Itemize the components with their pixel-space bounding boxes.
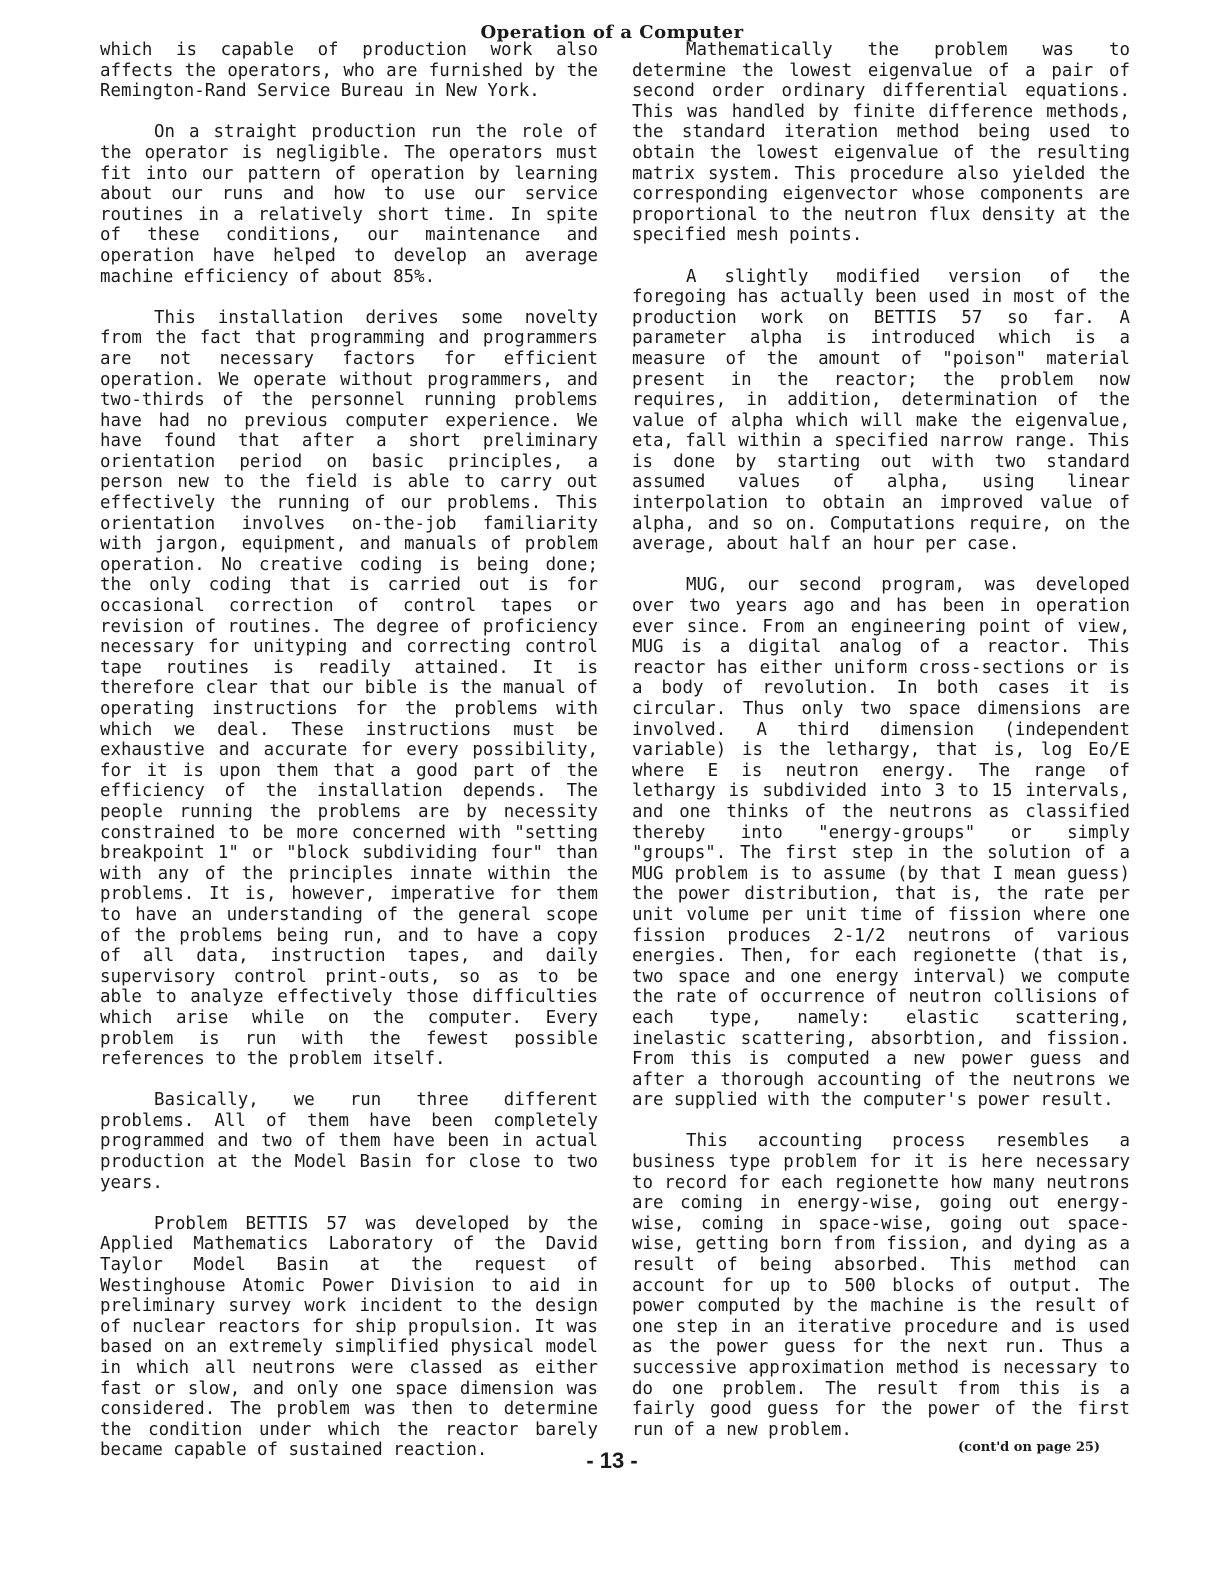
paragraph: MUG, our second program, was developed over two years ago and has been in operation ever since. From an engineering point of view, MUG is a digital analog of a reactor. This reactor has either uniform cross-sections or is a body of revolution. In both cases it is circular. Thus only two space dimensions are involved. A third dimension (independent variable) is the lethargy, that is, log Eo/E where E is neutron energy. The range of lethargy is subdivided into 3 to 15 intervals, and one thinks of the neutrons as classified thereby into "energy-groups" or simply "groups". The first step in the solution of a MUG problem is to assume (by that I mean guess) the power distribution, that is, the rate per unit volume per unit time of fission where one fission produces 2-1/2 neutrons of various energies. Then, for each regionette (that is, two space and one energy interval) we compute the rate of occurrence of neutron collisions of each type, namely: elastic scattering, inelastic scattering, absorbtion, and fission. From this is computed a new power guess and after a thorough accounting of the neutrons we are supplied with the computer's power result.	[632, 575, 1130, 1111]
paragraph: Problem BETTIS 57 was developed by the Applied Mathematics Laboratory of the David Taylor Model Basin at the request of Westinghouse Atomic Power Division to aid in preliminary survey work incident to the design of nuclear reactors for ship propulsion. It was based on an extremely simplified physical model in which all neutrons were classed as either fast or slow, and only one space dimension was considered. The problem was then to determine the condition under which the reactor barely became capable of sustained reaction.	[100, 1213, 598, 1461]
paragraph: On a straight production run the role of the operator is negligible. The operators must fit into our pattern of operation by learning about our runs and how to use our service routines in a relatively short time. In spite of these conditions, our maintenance and operation have helped to develop an average machine efficiency of about 85%.	[100, 122, 598, 287]
paragraph: Mathematically the problem was to determine the lowest eigenvalue of a pair of second order ordinary differential equations. This was handled by finite difference methods, the standard iteration method being used to obtain the lowest eigenvalue of the resulting matrix system. This procedure also yielded the corresponding eigenvector whose components are proportional to the neutron flux density at the specified mesh points.	[632, 40, 1130, 246]
page-number: - 13 -	[586, 1448, 638, 1473]
paragraph: which is capable of production work also affects the operators, who are furnished by the Remington-Rand Service Bureau in New York.	[100, 40, 598, 102]
left-column	[100, 40, 598, 1461]
page-title: Operation of a Computer	[480, 22, 744, 43]
paragraph: A slightly modified version of the foregoing has actually been used in most of the production work on BETTIS 57 so far. A parameter alpha is introduced which is a measure of the amount of "poison" material present in the reactor; the problem now requires, in addition, determination of the value of alpha which will make the eigenvalue, eta, fall within a specified narrow range. This is done by starting out with two standard assumed values of alpha, using linear interpolation to obtain an improved value of alpha, and so on. Computations require, on the average, about half an hour per case.	[632, 266, 1130, 555]
continued-note: (cont'd on page 25)	[958, 1440, 1101, 1455]
paragraph: Basically, we run three different problems. All of them have been completely programmed and two of them have been in actual production at the Model Basin for close to two years.	[100, 1090, 598, 1193]
paragraph: This installation derives some novelty from the fact that programming and programmers are not necessary factors for efficient operation. We operate without programmers, and two-thirds of the personnel running problems have had no previous computer experience. We have found that after a short preliminary orientation period on basic principles, a person new to the field is able to carry out effectively the running of our problems. This orientation involves on-the-job familiarity with jargon, equipment, and manuals of problem operation. No creative coding is being done; the only coding that is carried out is for occasional correction of control tapes or revision of routines. The degree of proficiency necessary for unityping and correcting control tape routines is readily attained. It is therefore clear that our bible is the manual of operating instructions for the problems with which we deal. These instructions must be exhaustive and accurate for every possibility, for it is upon them that a good part of the efficiency of the installation depends. The people running the problems are by necessity constrained to be more concerned with "setting breakpoint 1" or "block subdividing four" than with any of the principles innate within the problems. It is, however, imperative for them to have an understanding of the general scope of the problems being run, and to have a copy of all data, instruction tapes, and daily supervisory control print-outs, so as to be able to analyze effectively those difficulties which arise while on the computer. Every problem is run with the fewest possible references to the problem itself.	[100, 307, 598, 1070]
right-column	[632, 40, 1130, 1440]
paragraph: This accounting process resembles a business type problem for it is here necessary to record for each regionette how many neutrons are coming in energy-wise, going out energy-wise, coming in space-wise, going out space-wise, getting born from fission, and dying as a result of being absorbed. This method can account for up to 500 blocks of output. The power computed by the machine is the result of one step in an iterative procedure and is used as the power guess for the next run. Thus a successive approximation method is necessary to do one problem. The result from this is a fairly good guess for the power of the first run of a new problem.	[632, 1131, 1130, 1440]
